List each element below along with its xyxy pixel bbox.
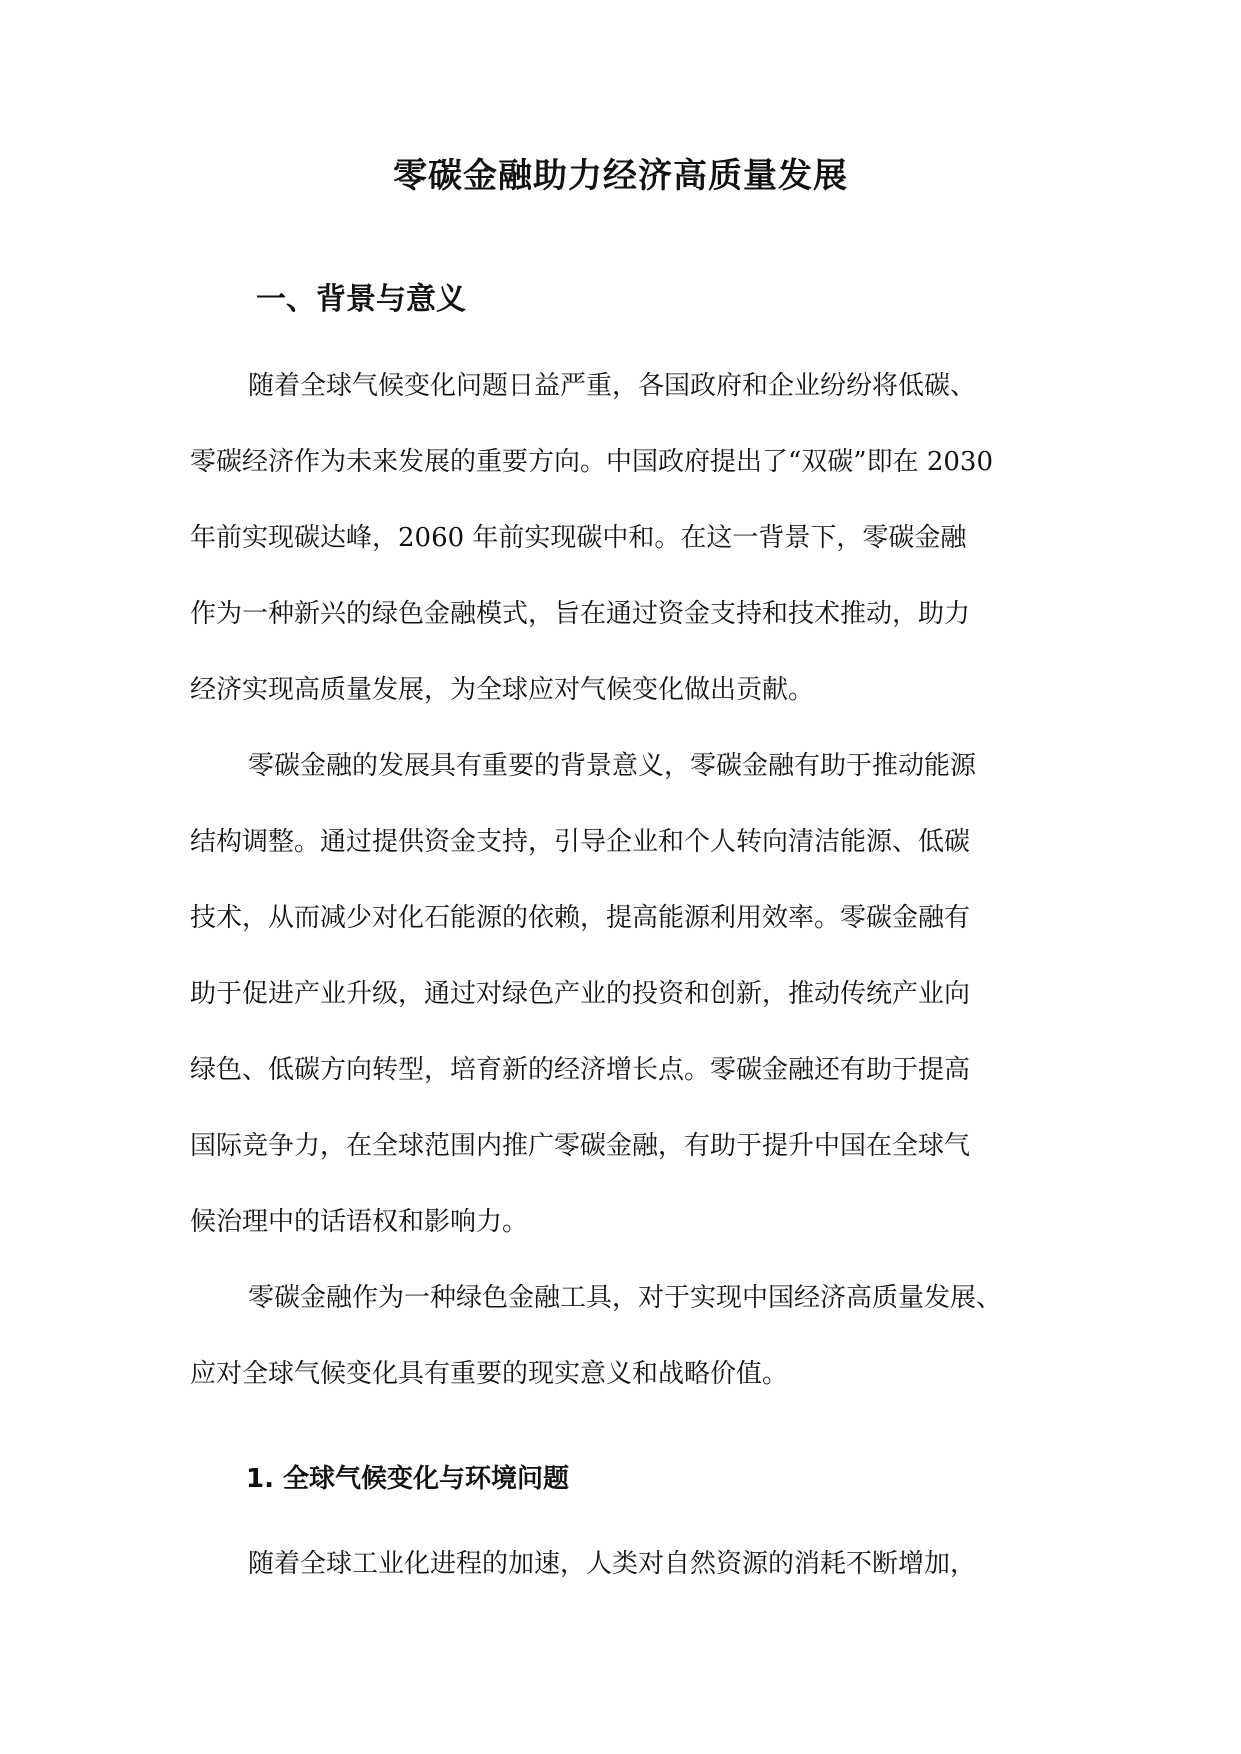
subheading: 1. 全球气候变化与环境问题 bbox=[246, 1464, 570, 1494]
paragraph-line: 绿色、低碳方向转型，培育新的经济增长点。零碳金融还有助于提高 bbox=[190, 1055, 971, 1085]
paragraph-line: 国际竞争力，在全球范围内推广零碳金融，有助于提升中国在全球气 bbox=[190, 1131, 971, 1161]
paragraph-line: 应对全球气候变化具有重要的现实意义和战略价值。 bbox=[190, 1359, 789, 1389]
paragraph-line: 随着全球气候变化问题日益严重，各国政府和企业纷纷将低碳、 bbox=[248, 371, 977, 401]
paragraph-line: 年前实现碳达峰，2060 年前实现碳中和。在这一背景下，零碳金融 bbox=[190, 523, 967, 553]
paragraph-line: 技术，从而减少对化石能源的依赖，提高能源利用效率。零碳金融有 bbox=[190, 903, 971, 933]
section-heading: 一、背景与意义 bbox=[256, 282, 466, 317]
paragraph-line: 候治理中的话语权和影响力。 bbox=[190, 1207, 529, 1237]
paragraph-1 bbox=[190, 348, 1052, 728]
paragraph-line: 结构调整。通过提供资金支持，引导企业和个人转向清洁能源、低碳 bbox=[190, 827, 971, 857]
paragraph-line: 经济实现高质量发展，为全球应对气候变化做出贡献。 bbox=[190, 675, 815, 705]
paragraph-line: 零碳经济作为未来发展的重要方向。中国政府提出了“双碳”即在 2030 bbox=[190, 447, 994, 477]
paragraph-3 bbox=[190, 1260, 1052, 1412]
document-title: 零碳金融助力经济高质量发展 bbox=[393, 156, 848, 196]
paragraph-line: 作为一种新兴的绿色金融模式，旨在通过资金支持和技术推动，助力 bbox=[190, 599, 971, 629]
paragraph-2 bbox=[190, 728, 1052, 1260]
paragraph-line: 助于促进产业升级，通过对绿色产业的投资和创新，推动传统产业向 bbox=[190, 979, 971, 1009]
paragraph-4 bbox=[190, 1526, 1052, 1602]
paragraph-line: 零碳金融的发展具有重要的背景意义，零碳金融有助于推动能源 bbox=[248, 751, 977, 781]
paragraph-line: 零碳金融作为一种绿色金融工具，对于实现中国经济高质量发展、 bbox=[248, 1283, 1003, 1313]
paragraph-line: 随着全球工业化进程的加速，人类对自然资源的消耗不断增加， bbox=[248, 1549, 977, 1579]
